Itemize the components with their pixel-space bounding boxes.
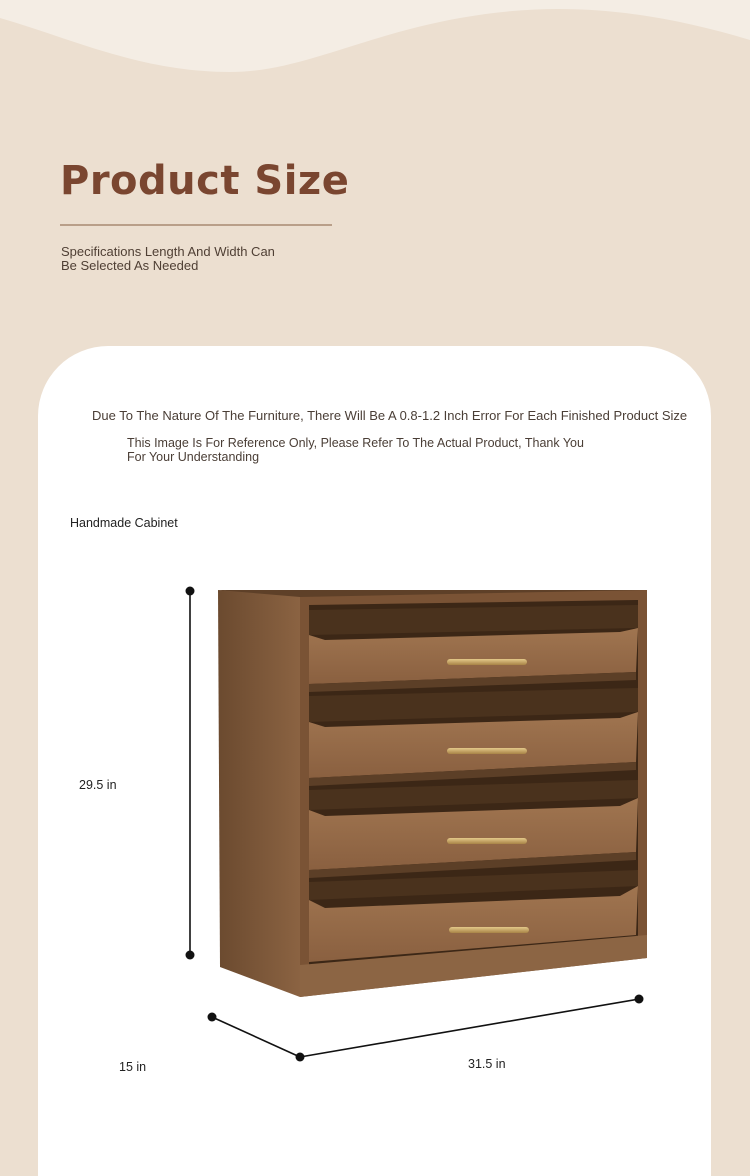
- drawer-2-handle: [447, 748, 527, 754]
- page-subtitle: Specifications Length And Width Can Be Selected As Needed: [61, 244, 275, 273]
- depth-dimension-line: [208, 1013, 301, 1058]
- drawer-3-handle: [447, 838, 527, 844]
- width-label: 31.5 in: [468, 1057, 506, 1071]
- page-title: Product Size: [60, 158, 350, 204]
- drawer-4-handle: [449, 927, 529, 933]
- height-dimension-line: [186, 587, 195, 960]
- height-label: 29.5 in: [79, 778, 117, 792]
- width-dimension-line: [296, 995, 644, 1062]
- depth-label: 15 in: [119, 1060, 147, 1074]
- size-error-notice: Due To The Nature Of The Furniture, There Will Be A 0.8-1.2 Inch Error For Each Finished Product Size: [92, 408, 688, 423]
- reference-notice: This Image Is For Reference Only, Please Refer To The Actual Product, Thank You For Your Understanding: [127, 436, 584, 464]
- product-name: Handmade Cabinet: [70, 516, 178, 530]
- cabinet-side: [218, 590, 300, 997]
- drawer-1: [309, 605, 638, 692]
- drawer-2: [309, 688, 638, 786]
- drawer-1-handle: [447, 659, 527, 665]
